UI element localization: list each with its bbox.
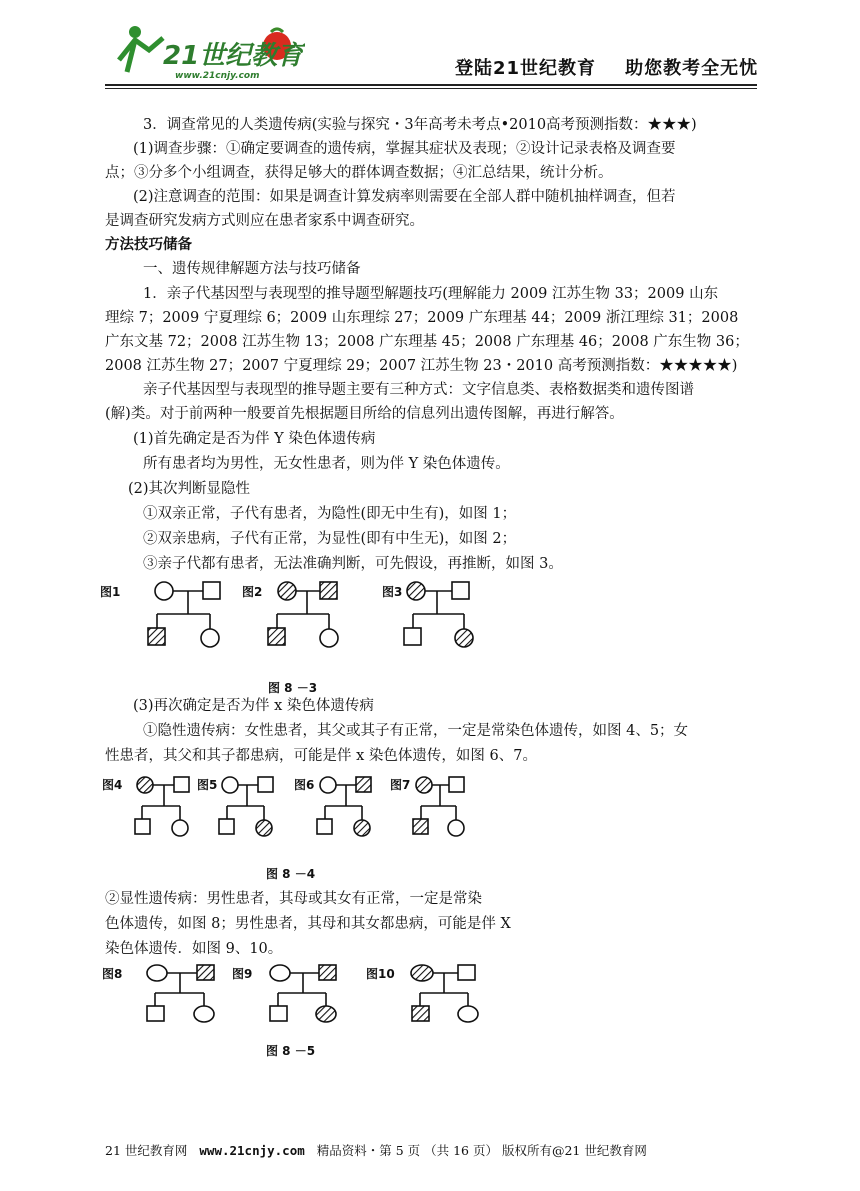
text-line: 所有患者均为男性，无女性患者，则为伴 Y 染色体遗传。 xyxy=(143,456,510,472)
figure-label: 图10 xyxy=(366,967,395,981)
text-line: (3)再次确定是否为伴 x 染色体遗传病 xyxy=(133,698,374,714)
section-heading: 方法技巧储备 xyxy=(105,237,192,253)
text-line: 广东文基 72；2008 江苏生物 13；2008 广东理基 45；2008 广东理基 46；2008 广东生物 36； xyxy=(105,334,749,350)
logo-url: www.21cnjy.com xyxy=(175,71,260,81)
text-line: 是调查研究发病方式则应在患者家系中调查研究。 xyxy=(105,213,424,229)
figure-label: 图7 xyxy=(390,778,411,792)
text-line: (2)注意调查的范围：如果是调查计算发病率则需要在全部人群中随机抽样调查，但若 xyxy=(133,189,676,205)
figure-label: 图1 xyxy=(100,585,121,599)
pedigree-figure-8-3 xyxy=(100,572,520,702)
footer-left: 21 世纪教育网 xyxy=(105,1143,188,1158)
text-line: 3．调查常见的人类遗传病(实验与探究・3年高考未考点•2010高考预测指数：★★★) xyxy=(143,117,697,133)
text-line: ③亲子代都有患者，无法准确判断，可先假设，再推断，如图 3。 xyxy=(143,556,563,572)
text-line: (1)首先确定是否为伴 Y 染色体遗传病 xyxy=(133,431,376,447)
text-line: 色体遗传，如图 8；男性患者，其母和其女都患病，可能是伴 X xyxy=(105,916,511,932)
page-footer xyxy=(105,1141,647,1159)
header-slogan: 登陆21世纪教育 助您教考全无忧 xyxy=(455,58,759,79)
header-divider xyxy=(105,84,757,86)
subsection-heading: 一、遗传规律解题方法与技巧储备 xyxy=(143,261,361,277)
figure-label: 图8 xyxy=(102,967,123,981)
text-line: (解)类。对于前两种一般要首先根据题目所给的信息列出遗传图解，再进行解答。 xyxy=(105,406,624,422)
figure-label: 图4 xyxy=(102,778,123,792)
figure-label: 图9 xyxy=(232,967,253,981)
text-line: ①双亲正常，子代有患者，为隐性(即无中生有)，如图 1； xyxy=(143,506,517,522)
text-line: 理综 7；2009 宁夏理综 6；2009 山东理综 27；2009 广东理基 44；2009 浙江理综 31；2008 xyxy=(105,310,739,326)
site-logo xyxy=(105,20,305,84)
figure-label: 图2 xyxy=(242,585,263,599)
text-line: ②显性遗传病：男性患者，其母或其女有正常，一定是常染 xyxy=(105,891,482,907)
text-line: 1．亲子代基因型与表现型的推导题型解题技巧(理解能力 2009 江苏生物 33；2009 山东 xyxy=(143,286,719,302)
text-line: 点；③分多个小组调查，获得足够大的群体调查数据；④汇总结果，统计分析。 xyxy=(105,165,613,181)
text-line: (1)调查步骤：①确定要调查的遗传病，掌握其症状及表现；②设计记录表格及调查要 xyxy=(133,141,676,157)
figure-label: 图3 xyxy=(382,585,403,599)
text-line: 2008 江苏生物 27；2007 宁夏理综 29；2007 江苏生物 23・2010 高考预测指数：★★★★★) xyxy=(105,358,738,374)
figure-caption: 图 8 －4 xyxy=(266,867,316,881)
footer-site-link[interactable]: www.21cnjy.com xyxy=(199,1143,305,1158)
figure-caption: 图 8 －3 xyxy=(268,681,318,695)
header-divider-thin xyxy=(105,88,757,89)
pedigree-figure-8-4 xyxy=(100,772,480,884)
logo-text: 21世纪教育 xyxy=(163,41,304,71)
footer-right: 精品资料・第 5 页 （共 16 页） 版权所有@21 世纪教育网 xyxy=(316,1143,647,1158)
text-line: ①隐性遗传病：女性患者，其父或其子有正常，一定是常染色体遗传，如图 4、5；女 xyxy=(143,723,689,739)
figure-label: 图5 xyxy=(197,778,218,792)
figure-caption: 图 8 －5 xyxy=(266,1044,316,1058)
text-line: (2)其次判断显隐性 xyxy=(128,481,251,497)
text-line: 亲子代基因型与表现型的推导题主要有三种方式：文字信息类、表格数据类和遗传图谱 xyxy=(143,382,694,398)
pedigree-figure-8-5 xyxy=(100,962,520,1062)
text-line: ②双亲患病，子代有正常，为显性(即有中生无)，如图 2； xyxy=(143,531,517,547)
text-line: 性患者，其父和其子都患病，可能是伴 x 染色体遗传，如图 6、7。 xyxy=(105,748,537,764)
logo-graphic xyxy=(105,20,305,84)
figure-label: 图6 xyxy=(294,778,315,792)
text-line: 染色体遗传．如图 9、10。 xyxy=(105,941,283,957)
